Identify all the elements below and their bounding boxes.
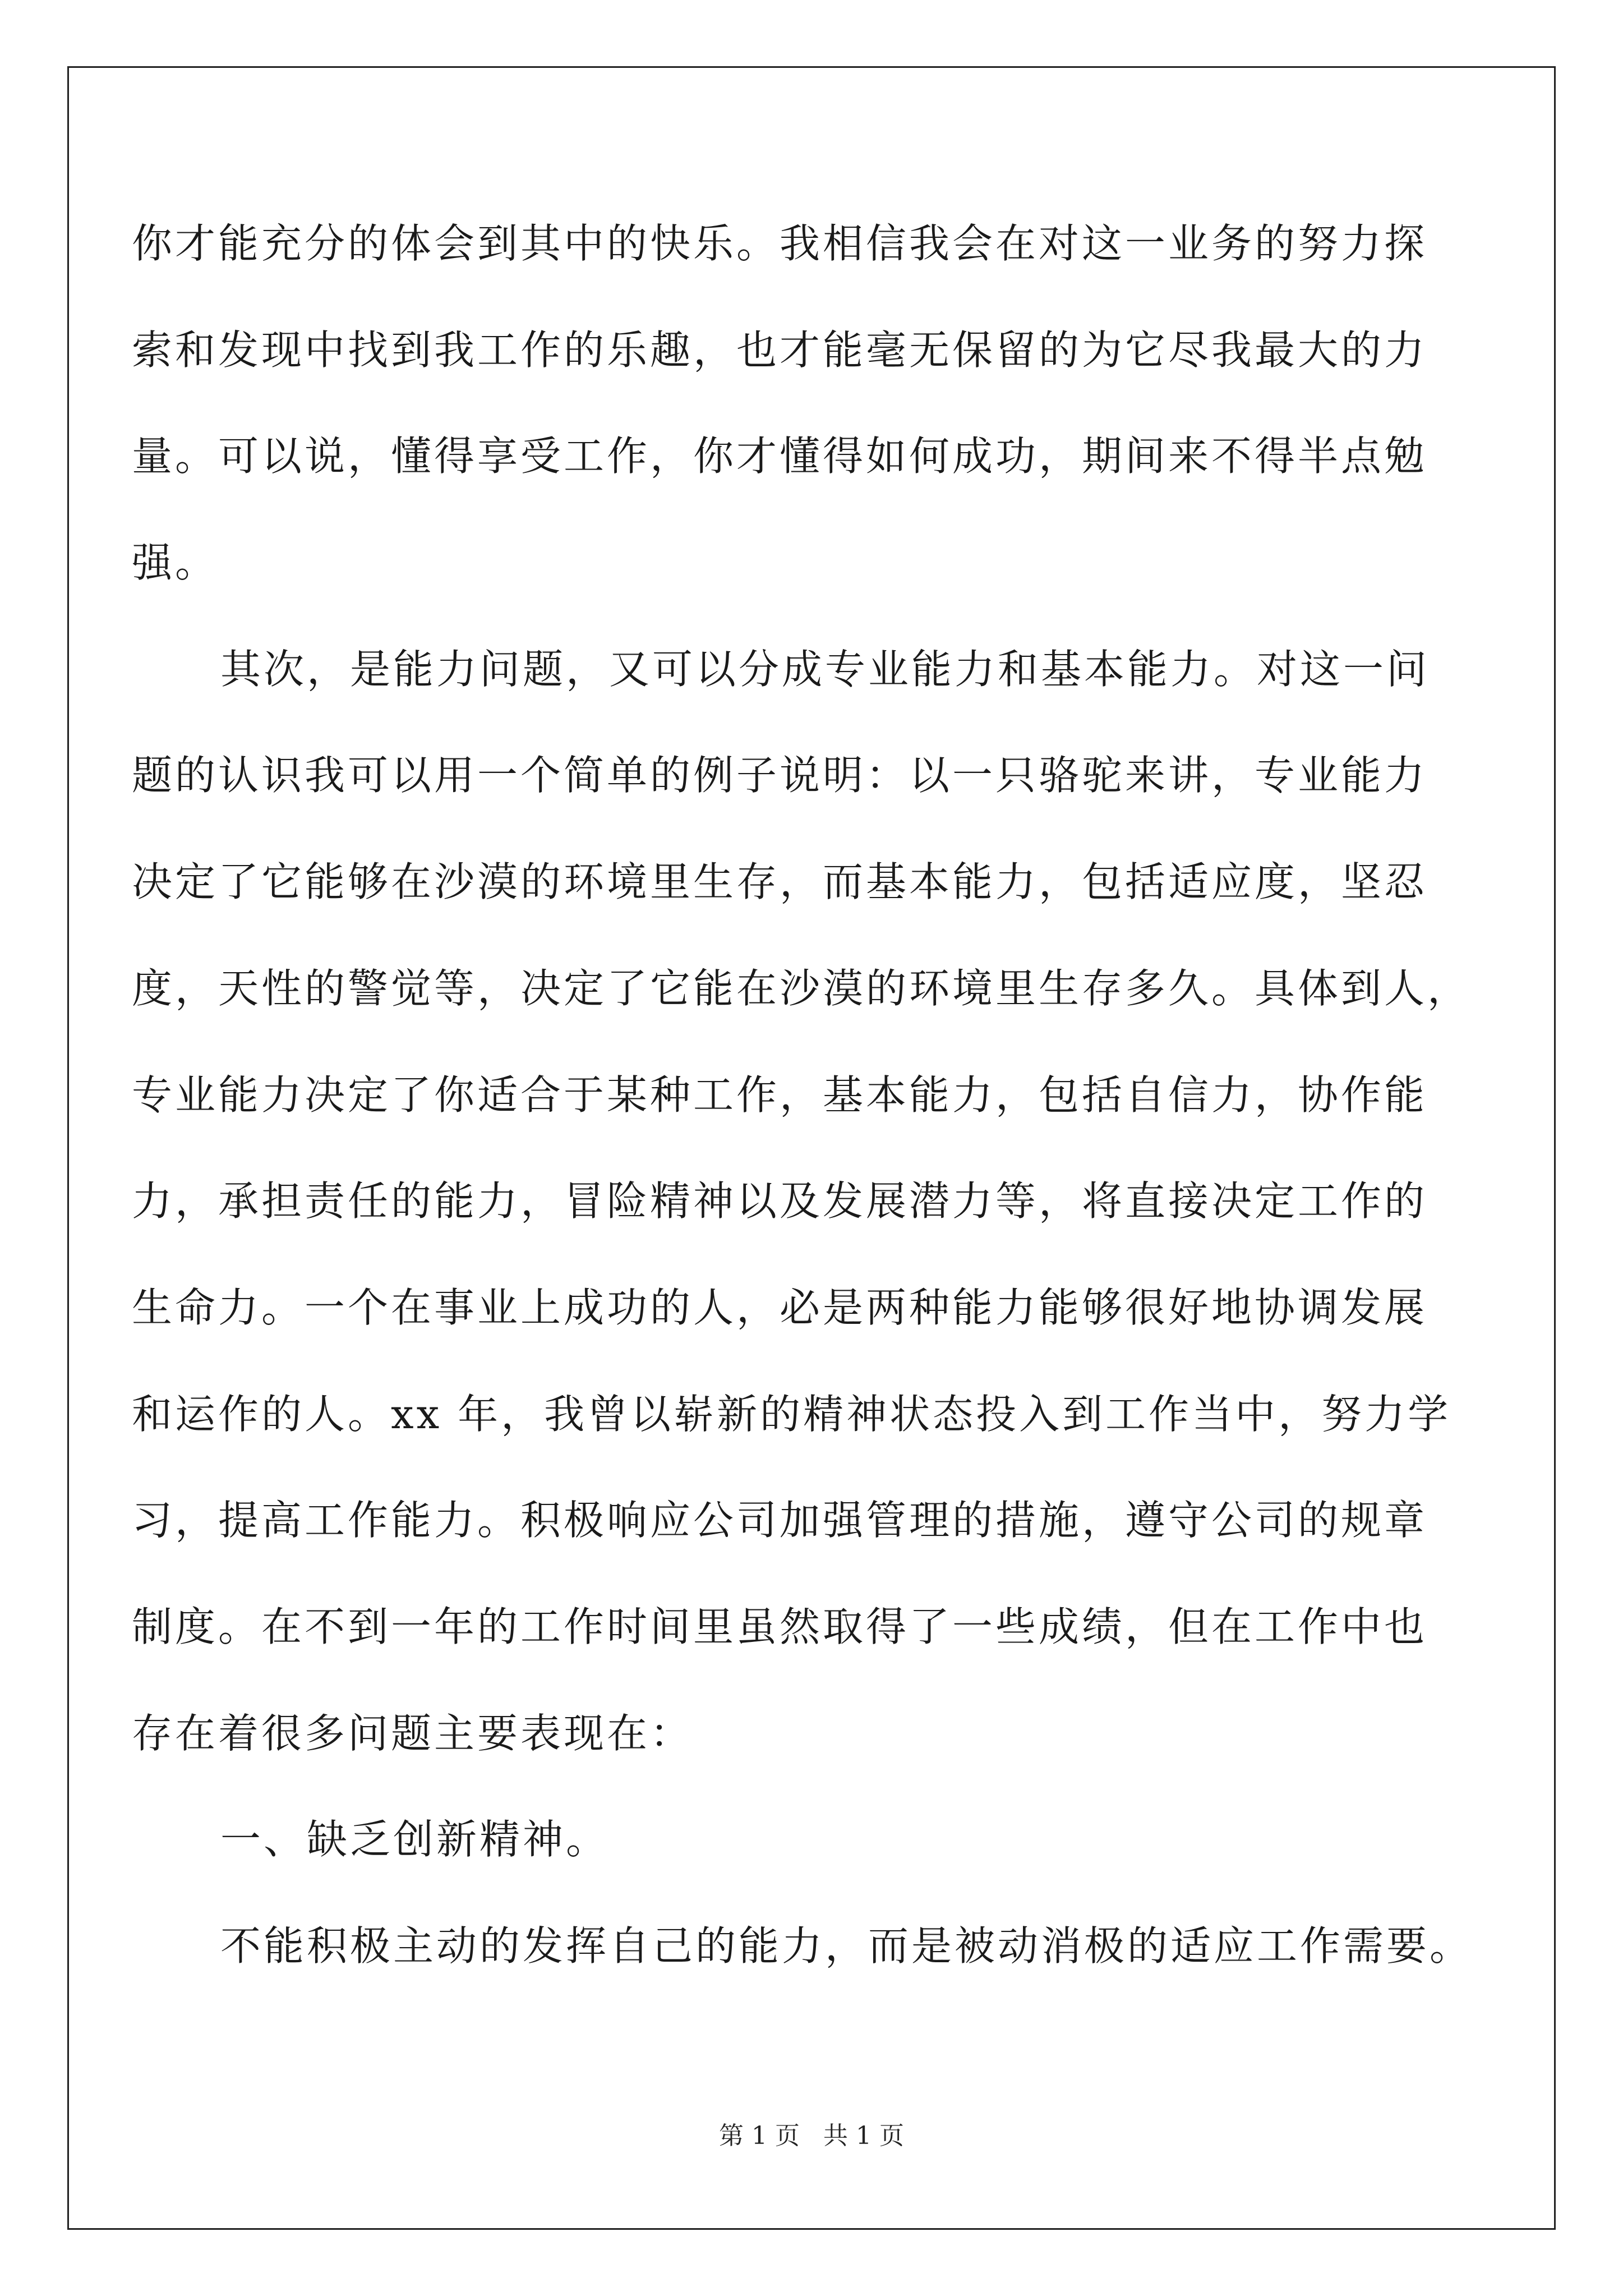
text-line: 力，承担责任的能力，冒险精神以及发展潜力等，将直接决定工作的 [132, 1177, 1428, 1225]
document-body [132, 191, 1478, 2000]
text-line: 和运作的人。xx 年，我曾以崭新的精神状态投入到工作当中，努力学 [132, 1390, 1451, 1438]
text-line: 量。可以说，懂得享受工作，你才懂得如何成功，期间来不得半点勉 [132, 432, 1428, 480]
page-number-footer: 第 1 页 共 1 页 [719, 2122, 904, 2150]
text-line: 生命力。一个在事业上成功的人，必是两种能力能够很好地协调发展 [132, 1283, 1428, 1331]
text-line: 习，提高工作能力。积极响应公司加强管理的措施，遵守公司的规章 [132, 1497, 1428, 1544]
text-line: 题的认识我可以用一个简单的例子说明：以一只骆驼来讲，专业能力 [132, 752, 1428, 799]
text-line: 强。 [132, 539, 219, 587]
text-line: 专业能力决定了你适合于某种工作，基本能力，包括自信力，协作能 [132, 1071, 1428, 1119]
text-line: 度，天性的警觉等，决定了它能在沙漠的环境里生存多久。具体到人， [132, 964, 1471, 1012]
text-line: 其次，是能力问题，又可以分成专业能力和基本能力。对这一问 [220, 645, 1430, 693]
text-line: 存在着很多问题主要表现在： [132, 1709, 694, 1757]
text-line: 你才能充分的体会到其中的快乐。我相信我会在对这一业务的努力探 [132, 220, 1428, 267]
text-line: 索和发现中找到我工作的乐趣，也才能毫无保留的为它尽我最大的力 [132, 326, 1428, 374]
text-line: 不能积极主动的发挥自己的能力，而是被动消极的适应工作需要。 [220, 1922, 1473, 1970]
text-line: 制度。在不到一年的工作时间里虽然取得了一些成绩，但在工作中也 [132, 1603, 1428, 1650]
text-line: 决定了它能够在沙漠的环境里生存，而基本能力，包括适应度，坚忍 [132, 858, 1428, 906]
section-heading: 一、缺乏创新精神。 [220, 1816, 610, 1864]
